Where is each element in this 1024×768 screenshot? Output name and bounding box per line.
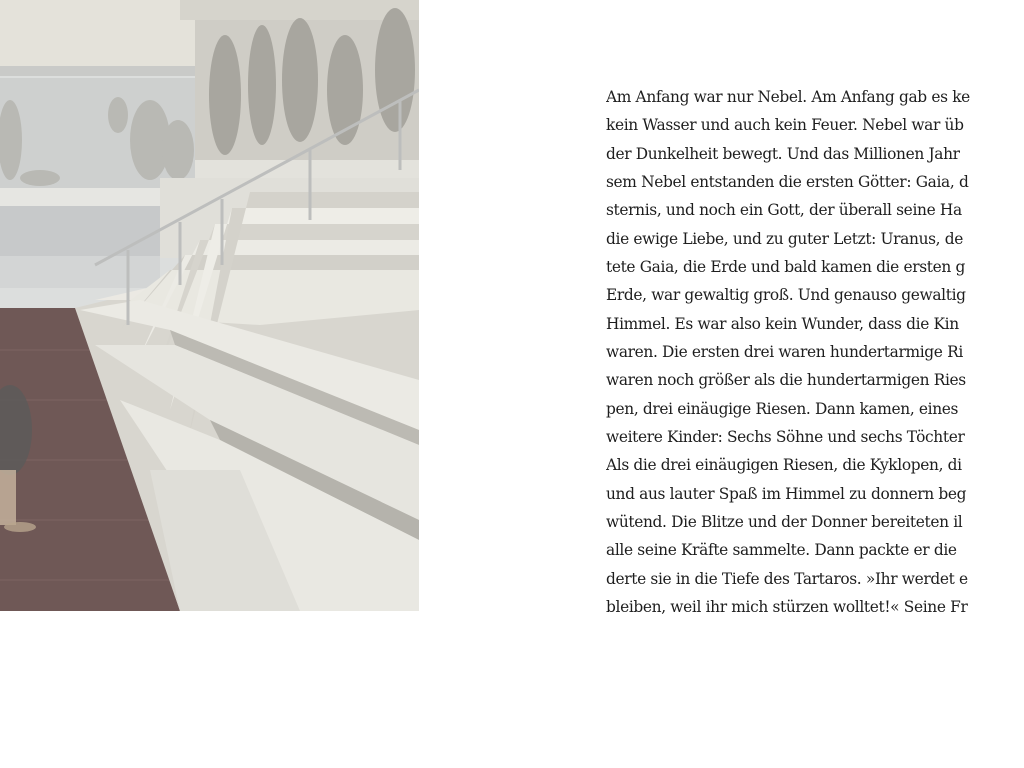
upper-wall [0,0,200,70]
text-line: Als die drei einäugigen Riesen, die Kyklopen, di [606,456,962,475]
text-line: der Dunkelheit bewegt. Und das Millionen Jahr [606,144,960,163]
text-line: tete Gaia, die Erde und bald kamen die ersten g [606,257,965,276]
text-line: Himmel. Es war also kein Wunder, dass die Kin [606,314,959,333]
text-line: bleiben, weil ihr mich stürzen wolltet!« Seine Fr [606,597,968,616]
frieze-plinth [0,188,180,206]
text-line: sternis, und noch ein Gott, der überall seine Ha [606,201,962,220]
text-line: die ewige Liebe, und zu guter Letzt: Uranus, de [606,229,964,248]
altar-ledge [195,160,419,178]
altar-top-cornice [180,0,419,20]
text-line: pen, drei einäugige Riesen. Dann kamen, eines [606,399,959,418]
text-line: wütend. Die Blitze und der Donner bereiteten il [606,512,963,531]
text-line: sem Nebel entstanden die ersten Götter: Gaia, d [606,172,969,191]
text-line: alle seine Kräfte sammelte. Dann packte er die [606,541,957,560]
photo-marble-stairs [0,0,419,611]
text-line: Erde, war gewaltig groß. Und genauso gewaltig [606,286,966,305]
stairs-illustration [0,0,419,611]
lower-wall [0,206,180,256]
text-line: derte sie in die Tiefe des Tartaros. »Ihr werdet e [606,569,968,588]
text-line: Am Anfang war nur Nebel. Am Anfang gab es ke [606,88,970,106]
text-line: waren noch größer als die hundertarmigen Ries [606,371,966,390]
text-line: weitere Kinder: Sechs Söhne und sechs Töchter [606,427,965,446]
wall-cornice [0,66,205,76]
book-text-column [606,83,1024,623]
text-line: waren. Die ersten drei waren hundertarmige Ri [606,342,963,361]
text-line: kein Wasser und auch kein Feuer. Nebel war üb [606,116,964,135]
text-line: und aus lauter Spaß im Himmel zu donnern beg [606,484,967,503]
wall-base [0,256,160,288]
